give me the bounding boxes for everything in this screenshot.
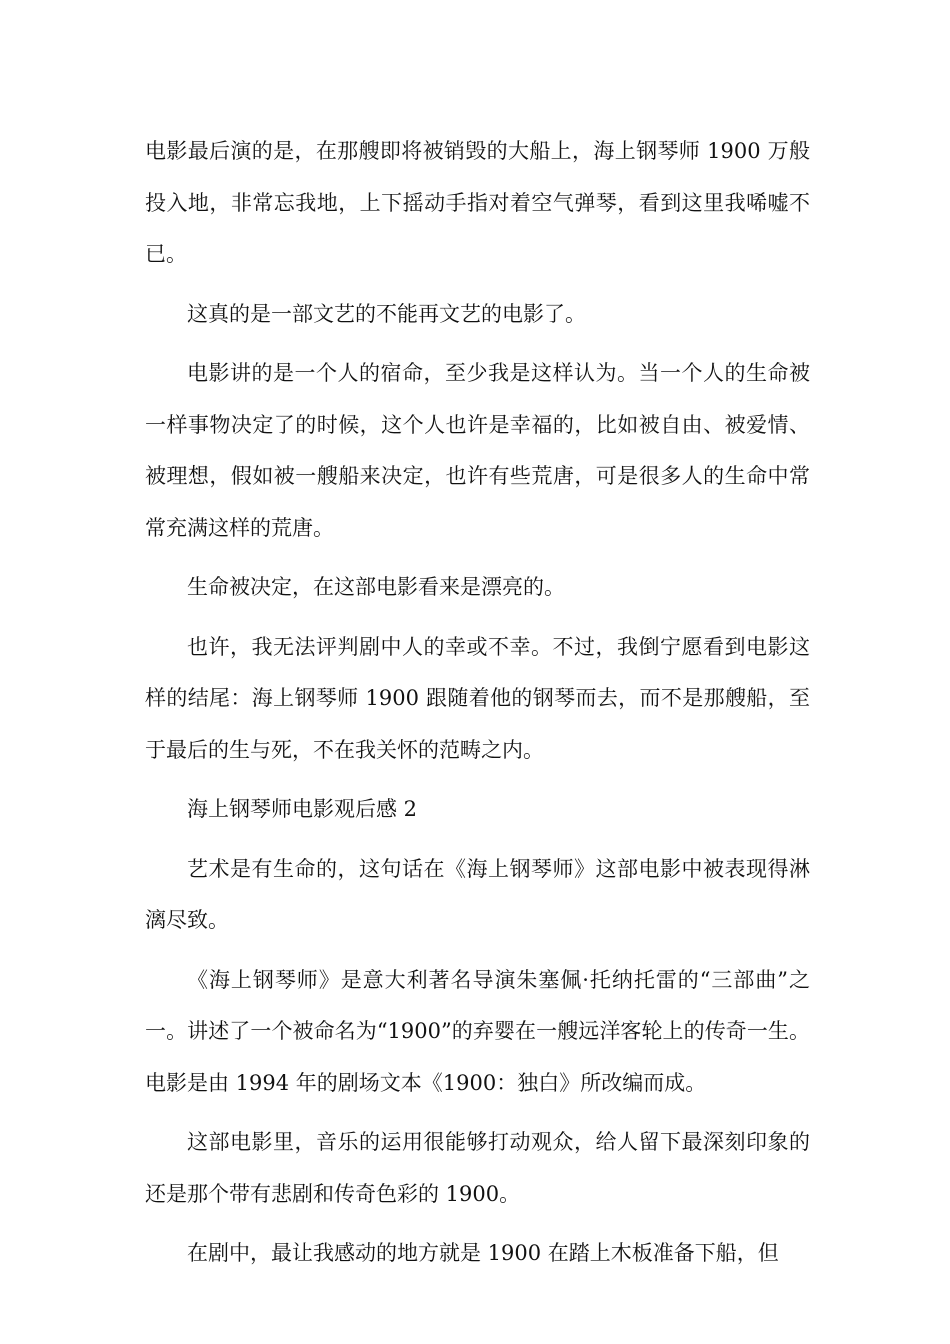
paragraph-life-decided: 生命被决定，在这部电影看来是漂亮的。 — [187, 575, 565, 599]
section-heading: 海上钢琴师电影观后感 2 — [187, 797, 418, 821]
paragraph-ending-scene: 电影最后演的是，在那艘即将被销毁的大船上，海上钢琴师 1900 万般投入地，非常忘我地，上下摇动手指对着空气弹琴，看到这里我唏嘘不已。 — [145, 139, 810, 266]
paragraph-most-moving: 在剧中，最让我感动的地方就是 1900 在踏上木板准备下船，但 — [187, 1241, 779, 1265]
paragraph-artsy-film: 这真的是一部文艺的不能再文艺的电影了。 — [187, 301, 586, 326]
paragraph-trilogy: 《海上钢琴师》是意大利著名导演朱塞佩·托纳托雷的“三部曲”之一。讲述了一个被命名为“1900”的弃婴在一艘远洋客轮上的传奇一生。电影是由 1994 年的剧场文本《1900：独白》所改编而成。 — [145, 967, 810, 1095]
paragraph-destiny: 电影讲的是一个人的宿命，至少我是这样认为。当一个人的生命被一样事物决定了的时候，这个人也许是幸福的，比如被自由、被爱情、被理想，假如被一艘船来决定，也许有些荒唐，可是很多人的生命中常常充满这样的荒唐。 — [145, 361, 810, 540]
paragraph-music: 这部电影里，音乐的运用很能够打动观众，给人留下最深刻印象的还是那个带有悲剧和传奇色彩的 1900。 — [145, 1130, 810, 1206]
paragraph-art-has-life: 艺术是有生命的，这句话在《海上钢琴师》这部电影中被表现得淋漓尽致。 — [145, 856, 810, 932]
document-body — [145, 126, 810, 1280]
paragraph-ending-preference: 也许，我无法评判剧中人的幸或不幸。不过，我倒宁愿看到电影这样的结尾：海上钢琴师 1900 跟随着他的钢琴而去，而不是那艘船，至于最后的生与死，不在我关怀的范畴之内。 — [145, 634, 810, 762]
